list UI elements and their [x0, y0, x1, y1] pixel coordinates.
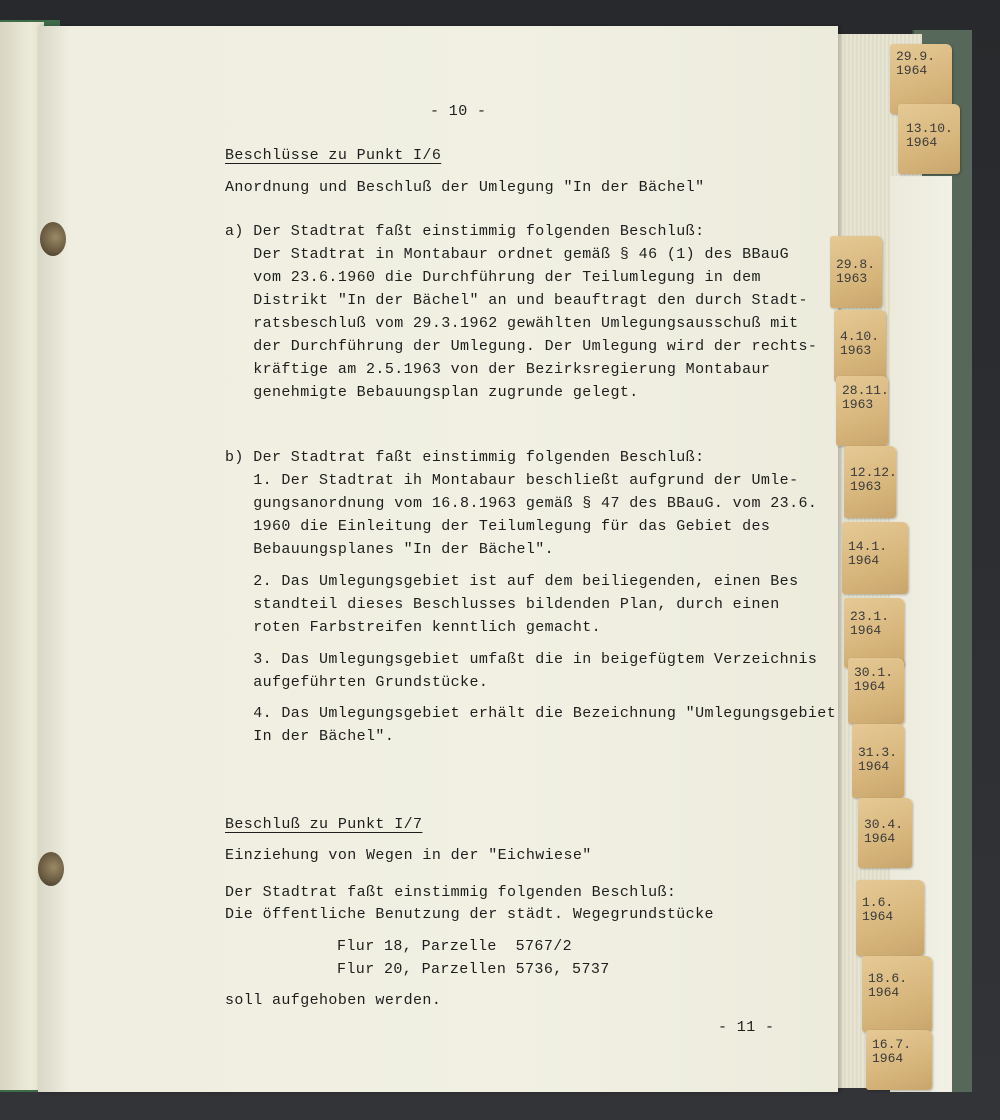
a-line: Der Stadtrat in Montabaur ordnet gemäß § 46 (1) des BBauG [225, 246, 790, 263]
a-line: vom 23.6.1960 die Durchführung der Teilumlegung in dem [225, 269, 761, 286]
b-line: Bebauungsplanes "In der Bächel". [225, 541, 555, 558]
a-line: kräftige am 2.5.1963 von der Bezirksregierung Montabaur [225, 361, 771, 378]
date-tab[interactable] [866, 1030, 932, 1090]
parcel-line: Flur 18, Parzelle 5767/2 [337, 938, 573, 955]
section2-heading: Beschluß zu Punkt I/7 [225, 816, 423, 833]
tab-date: 31.3. [858, 745, 898, 760]
section2-closing: soll aufgehoben werden. [225, 992, 442, 1009]
tab-date: 12.12. [850, 465, 897, 480]
tab-date: 18.6. [868, 971, 908, 986]
parcel-line: Flur 20, Parzellen 5736, 5737 [337, 961, 610, 978]
tab-year: 1963 [840, 343, 872, 358]
date-tab[interactable] [834, 310, 886, 382]
tab-date: 30.1. [854, 665, 894, 680]
tab-year: 1964 [848, 553, 880, 568]
tab-date: 16.7. [872, 1037, 912, 1052]
b2-line: roten Farbstreifen kenntlich gemacht. [225, 619, 602, 636]
punch-hole-bottom [38, 852, 64, 886]
b4-line: 4. Das Umlegungsgebiet erhält die Bezeichnung "Umlegungsgebiet [225, 705, 837, 722]
tab-date: 23.1. [850, 609, 890, 624]
date-tab[interactable] [862, 956, 932, 1032]
b-line: 1. Der Stadtrat ih Montabaur beschließt aufgrund der Umle- [225, 472, 799, 489]
tab-year: 1964 [906, 135, 938, 150]
a-line: a) Der Stadtrat faßt einstimmig folgenden Beschluß: [225, 223, 705, 240]
tab-year: 1963 [836, 271, 868, 286]
tab-date: 4.10. [840, 329, 880, 344]
b-line: gungsanordnung vom 16.8.1963 gemäß § 47 des BBauG. vom 23.6. [225, 495, 818, 512]
date-tab[interactable] [852, 724, 904, 798]
a-line: genehmigte Bebauungsplan zugrunde gelegt. [225, 384, 639, 401]
date-tab[interactable] [844, 446, 896, 518]
b4-line: In der Bächel". [225, 728, 395, 745]
tab-date: 13.10. [906, 121, 953, 136]
tab-year: 1963 [850, 479, 882, 494]
tab-year: 1964 [868, 985, 900, 1000]
b-line: b) Der Stadtrat faßt einstimmig folgenden Beschluß: [225, 449, 705, 466]
date-tab[interactable] [856, 880, 924, 956]
punch-hole-top [40, 222, 66, 256]
tab-date: 14.1. [848, 539, 888, 554]
a-line: ratsbeschluß vom 29.3.1962 gewählten Umlegungsausschuß mit [225, 315, 799, 332]
tab-year: 1964 [850, 623, 882, 638]
document-page [38, 26, 838, 1092]
tab-date: 29.9. [896, 49, 936, 64]
date-tab[interactable] [830, 236, 882, 308]
tab-year: 1964 [864, 831, 896, 846]
tab-year: 1964 [872, 1051, 904, 1066]
tab-year: 1964 [896, 63, 928, 78]
section2-intro-line: Der Stadtrat faßt einstimmig folgenden Beschluß: [225, 884, 677, 901]
b2-line: standteil dieses Beschlusses bildenden Plan, durch einen [225, 596, 780, 613]
tab-year: 1964 [862, 909, 894, 924]
date-tab[interactable] [848, 658, 904, 724]
page-number-bottom: - 11 - [718, 1019, 775, 1036]
b3-line: 3. Das Umlegungsgebiet umfaßt die in beigefügtem Verzeichnis [225, 651, 818, 668]
tab-date: 28.11. [842, 383, 889, 398]
date-tab[interactable] [898, 104, 960, 174]
tab-date: 1.6. [862, 895, 894, 910]
page-number-top: - 10 - [430, 103, 487, 120]
date-tab[interactable] [858, 798, 912, 868]
a-line: Distrikt "In der Bächel" an und beauftragt den durch Stadt- [225, 292, 808, 309]
a-line: der Durchführung der Umlegung. Der Umlegung wird der rechts- [225, 338, 818, 355]
date-tab[interactable] [836, 376, 888, 446]
b2-line: 2. Das Umlegungsgebiet ist auf dem beiliegenden, einen Bes [225, 573, 799, 590]
tab-year: 1964 [858, 759, 890, 774]
tab-date: 30.4. [864, 817, 904, 832]
b3-line: aufgeführten Grundstücke. [225, 674, 489, 691]
tab-year: 1964 [854, 679, 886, 694]
section1-subheading: Anordnung und Beschluß der Umlegung "In der Bächel" [225, 179, 705, 196]
section2-subheading: Einziehung von Wegen in der "Eichwiese" [225, 847, 592, 864]
tab-year: 1963 [842, 397, 874, 412]
date-tab[interactable] [842, 522, 908, 594]
section2-intro-line: Die öffentliche Benutzung der städt. Wegegrundstücke [225, 906, 714, 923]
tab-date: 29.8. [836, 257, 876, 272]
b-line: 1960 die Einleitung der Teilumlegung für das Gebiet des [225, 518, 771, 535]
section1-heading: Beschlüsse zu Punkt I/6 [225, 147, 442, 164]
